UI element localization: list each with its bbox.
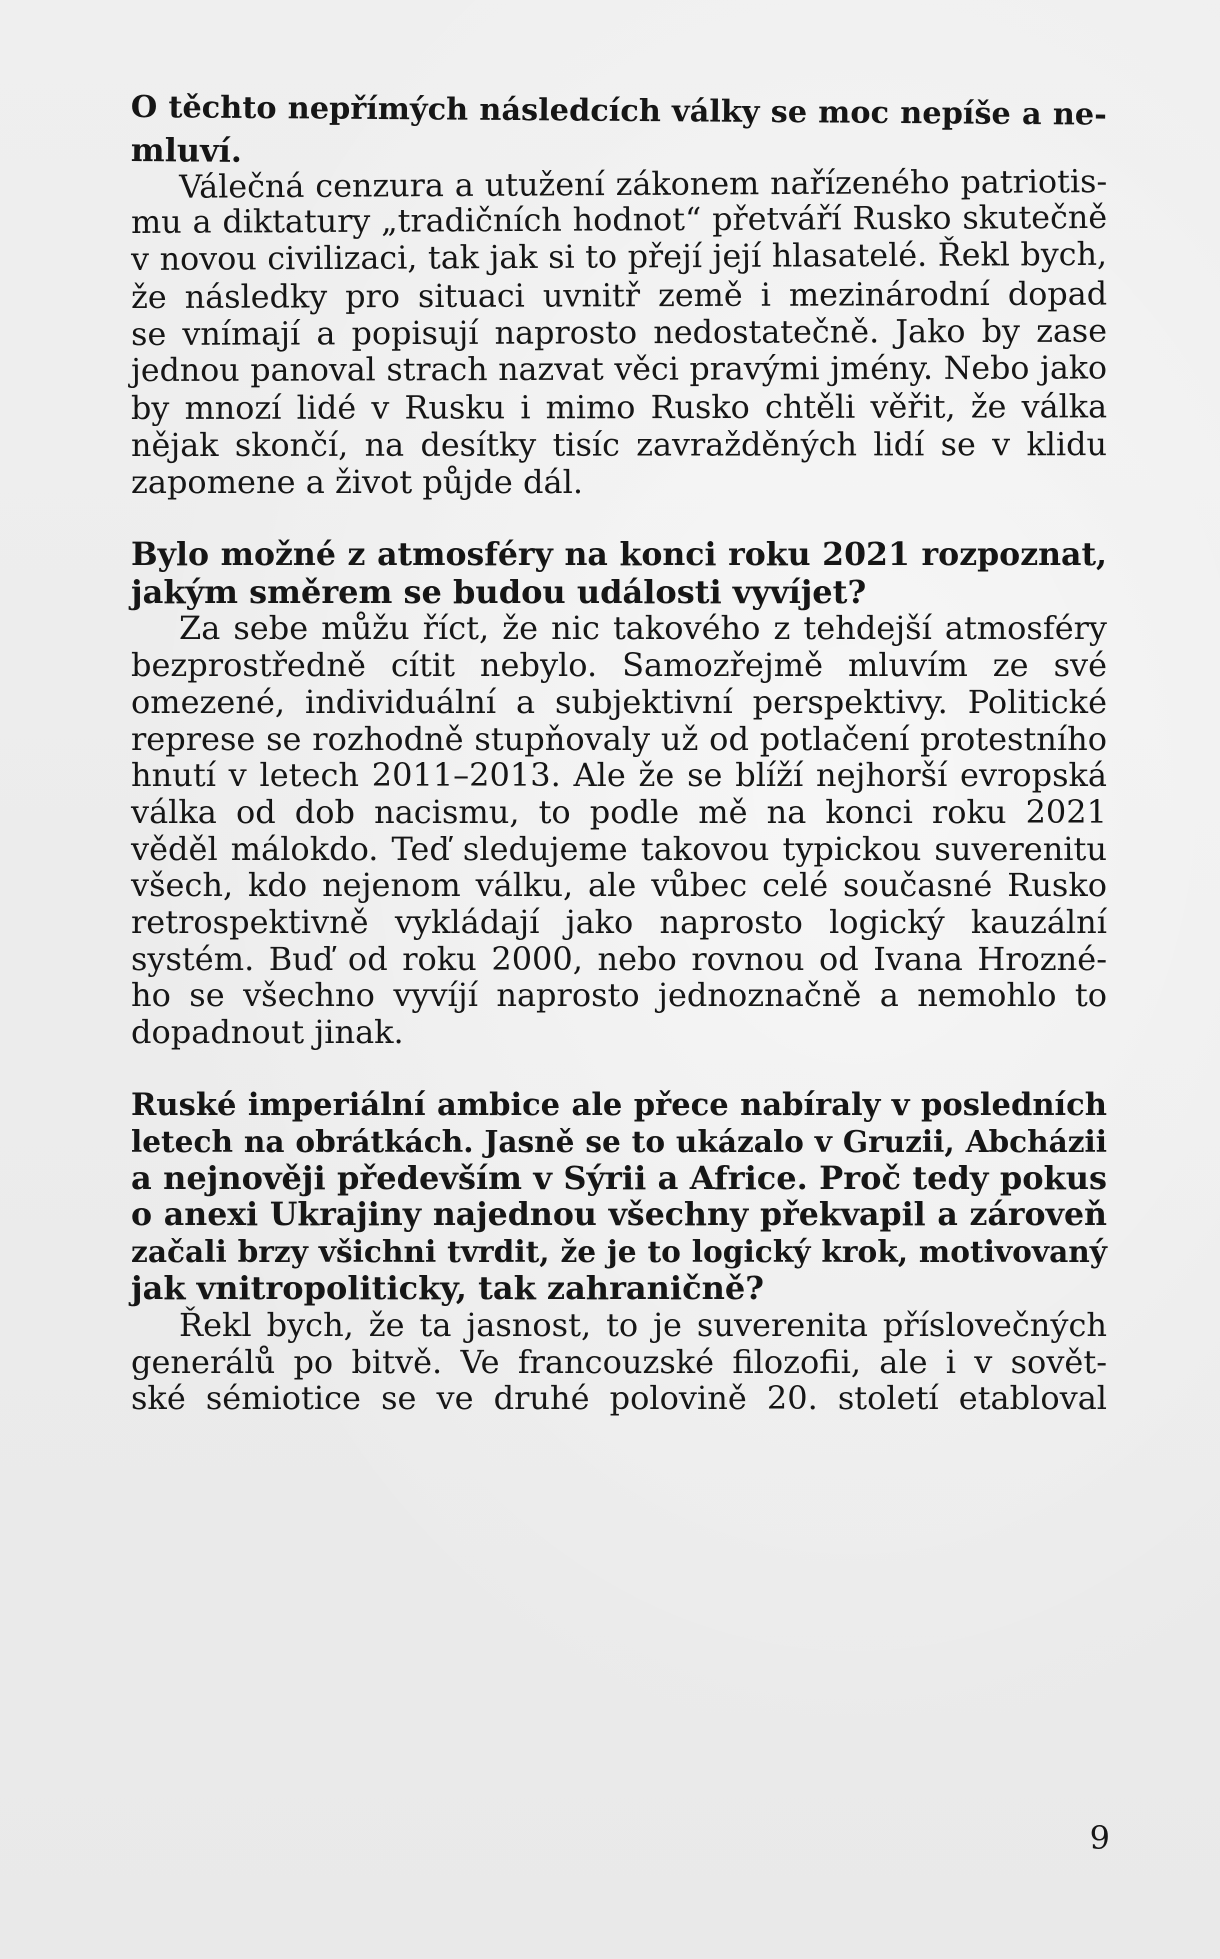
answer-1-line-6: jednou panoval strach nazvat věci pravými jmény. Nebo jako xyxy=(131,350,1108,389)
page-number: 9 xyxy=(1089,1819,1110,1857)
answer-1-line-7: by mnozí lidé v Rusku i mimo Rusko chtěli věřit, že válka xyxy=(131,387,1108,427)
answer-2-line-8: všech, kdo nejenom válku, ale vůbec celé současné Rusko xyxy=(131,866,1107,904)
answer-2-line-5: hnutí v letech 2011–2013. Ale že se blíží nejhorší evropská xyxy=(131,756,1107,794)
question-3-line-1: Ruské imperiální ambice ale přece nabíraly v posledních xyxy=(131,1087,1107,1123)
question-3-line-2: letech na obrátkách. Jasně se to ukázalo v Gruzii, Abcházii xyxy=(131,1124,1107,1159)
question-3-line-3: a nejnověji především v Sýrii a Africe. Proč tedy pokus xyxy=(131,1159,1107,1197)
question-1-line-1: O těchto nepřímých následcích války se moc nepíše a ne- xyxy=(130,88,1107,133)
answer-2-line-11: ho se všechno vyvíjí naprosto jednoznačně a nemohlo to xyxy=(131,976,1107,1014)
answer-2-line-9: retrospektivně vykládají jako naprosto logický kauzální xyxy=(131,903,1107,941)
question-3-line-4: o anexi Ukrajiny najednou všechny překvapil a zároveň xyxy=(131,1196,1107,1233)
answer-2-line-4: represe se rozhodně stupňovaly už od potlačení protestního xyxy=(131,720,1107,758)
answer-1-line-2: mu a diktatury „tradičních hodnot“ přetváří Rusko skutečně xyxy=(131,198,1108,241)
answer-2-line-6: válka od dob nacismu, to podle mě na konci roku 2021 xyxy=(131,793,1107,831)
answer-3-line-2: generálů po bitvě. Ve francouzské filozofii, ale i v sovět- xyxy=(131,1343,1107,1381)
answer-2-line-12: dopadnout jinak. xyxy=(131,1013,404,1051)
question-3-line-6: jak vnitropoliticky, tak zahraničně? xyxy=(131,1269,764,1307)
question-2-line-2: jakým směrem se budou události vyvíjet? xyxy=(131,573,867,611)
answer-2-line-1: Za sebe můžu říct, že nic takového z tehdejší atmosféry xyxy=(179,609,1107,647)
question-1-line-2: mluví. xyxy=(130,130,243,170)
answer-2-line-10: systém. Buď od roku 2000, nebo rovnou od Ivana Hrozné- xyxy=(131,940,1107,978)
answer-2-line-2: bezprostředně cítit nebylo. Samozřejmě mluvím ze své xyxy=(131,646,1107,684)
answer-1-line-1: Válečná cenzura a utužení zákonem nařízeného patriotis- xyxy=(179,162,1108,206)
answer-1-line-9: zapomene a život půjde dál. xyxy=(131,463,583,501)
answer-3-line-1: Řekl bych, že ta jasnost, to je suverenita příslovečných xyxy=(179,1306,1107,1344)
question-2-line-1: Bylo možné z atmosféry na konci roku 2021 rozpoznat, xyxy=(131,536,1107,573)
answer-1-line-5: se vnímají a popisují naprosto nedostatečně. Jako by zase xyxy=(131,311,1108,353)
answer-3-line-3: ské sémiotice se ve druhé polovině 20. století etabloval xyxy=(131,1379,1107,1417)
answer-1-line-4: že následky pro situaci uvnitř země i mezinárodní dopad xyxy=(131,274,1108,316)
answer-1-line-8: nějak skončí, na desítky tisíc zavražděných lidí se v klidu xyxy=(131,425,1108,464)
answer-2-line-7: věděl málokdo. Teď sledujeme takovou typickou suverenitu xyxy=(131,830,1107,868)
answer-1-line-3: v novou civilizaci, tak jak si to přejí její hlasatelé. Řekl bych, xyxy=(131,236,1108,278)
answer-2-line-3: omezené, individuální a subjektivní perspektivy. Politické xyxy=(131,683,1107,721)
question-3-line-5: začali brzy všichni tvrdit, že je to logický krok, motivovaný xyxy=(131,1234,1107,1269)
